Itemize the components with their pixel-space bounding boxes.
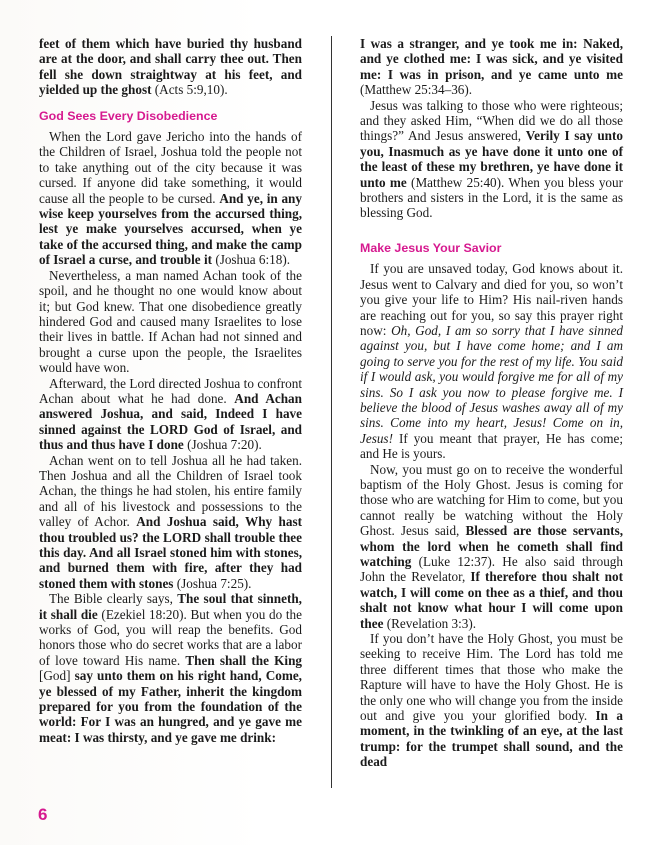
body-text: (Matthew 25:40). When you bless your brothers and sisters in the Lord, it is the same as blessing God. xyxy=(360,174,624,221)
scripture-quote: say unto them on his right hand, Come, ye blessed of my Father, inherit the kingdom prepared for you from the foundation of the world: For I was an hungred, and ye gave me meat: I was thirsty, and ye gave me drink: xyxy=(39,668,302,745)
body-text: Now, you must go on to receive the wonderful baptism of the Holy Ghost. Jesus is coming for those who are watching for Him to come, but you cannot really be watching without the Holy Ghost. Jesus said, xyxy=(360,461,623,539)
paragraph xyxy=(360,98,623,221)
scripture-quote: Then shall the King xyxy=(185,652,302,668)
scripture-quote: In a moment, in the twinkling of an eye, at the last trump: for the trumpet shall sound, and the dead xyxy=(360,708,624,770)
body-text: The Bible clearly says, xyxy=(49,591,178,607)
paragraph xyxy=(360,36,623,98)
column-divider xyxy=(331,36,332,788)
paragraph xyxy=(39,591,302,745)
paragraph xyxy=(360,462,623,631)
paragraph xyxy=(360,631,623,770)
paragraph xyxy=(39,129,302,268)
body-text: When the Lord gave Jericho into the hands of the Children of Israel, Joshua told the people not to take anything out of the city because it was cursed. If anyone did take something, it would cause all the people to be cursed. xyxy=(39,129,302,206)
paragraph xyxy=(360,261,623,461)
body-text: If you are unsaved today, God knows about it. Jesus went to Calvary and died for you, so won’t you give your life to Him? His nail-riven hands are reaching out for you, so say this prayer right now: xyxy=(360,261,623,338)
scripture-quote: The soul that sinneth, it shall die xyxy=(39,591,302,622)
paragraph xyxy=(39,268,302,376)
body-text: (Joshua 7:20). xyxy=(183,437,262,453)
scripture-quote: And Achan answered Joshua, and said, Indeed I have sinned against the LORD God of Israel, and thus and thus have I done xyxy=(39,390,302,453)
body-text: [God] xyxy=(39,668,75,684)
prayer-text: Oh, God, I am so sorry that I have sinned against you, but I have come home; and I am going to serve you for the rest of my life. You said if I would ask, you would forgive me for all of my sins. So I ask you now to please forgive me. I believe the blood of Jesus washes away all of my sins. Come into my heart, Jesus! Come on in, Jesus! xyxy=(360,322,624,446)
body-text: If you don’t have the Holy Ghost, you must be seeking to receive Him. The Lord has told me three different times that those who make the Rapture will have to have the Holy Ghost. He is the only one who will change you from the inside out and give you your glorified body. xyxy=(360,631,623,724)
body-text: Achan went on to tell Joshua all he had taken. Then Joshua and all the Children of Israel took Achan, the things he had stolen, his entire family and all of his livestock and possessions to the valley of Achor. xyxy=(39,452,302,530)
paragraph xyxy=(39,36,302,98)
body-text: Jesus was talking to those who were righteous; and they asked Him, “When did we do all those things?” And Jesus answered, xyxy=(360,97,623,144)
body-text: Afterward, the Lord directed Joshua to confront Achan about what he had done. xyxy=(39,375,302,406)
scripture-quote: If therefore thou shalt not watch, I will come on thee as a thief, and thou shalt not know what hour I will come upon thee xyxy=(360,569,623,631)
right-column xyxy=(360,36,623,770)
scripture-quote: feet of them which have buried thy husband are at the door, and shall carry thee out. Then fell she down straightway at his feet, and yielded up the ghost xyxy=(39,36,302,98)
scripture-quote: And ye, in any wise keep yourselves from the accursed thing, lest ye make yourselves accursed, when ye take of the accursed thing, and make the camp of Israel a curse, and trouble it xyxy=(39,190,302,268)
scripture-quote: Blessed are those servants, whom the lord when he cometh shall find watching xyxy=(360,523,623,569)
scripture-quote: And Joshua said, Why hast thou troubled us? the LORD shall trouble thee this day. And all Israel stoned him with stones, and burned them with fire, after they had stoned them with stones xyxy=(39,514,302,591)
section-heading: Make Jesus Your Savior xyxy=(360,240,502,255)
section-heading: God Sees Every Disobedience xyxy=(39,108,218,123)
body-text: (Luke 12:37). He also said through John the Revelator, xyxy=(360,554,623,585)
paragraph xyxy=(39,376,302,453)
scripture-quote: Verily I say unto you, Inasmuch as ye have done it unto one of the least of these my brethren, ye have done it unto me xyxy=(360,128,624,190)
body-text: (Joshua 6:18). xyxy=(212,252,291,268)
body-text: (Matthew 25:34–36). xyxy=(360,82,473,98)
paragraph xyxy=(39,453,302,592)
body-text: If you meant that prayer, He has come; and He is yours. xyxy=(360,430,623,462)
body-text: Nevertheless, a man named Achan took of the spoil, and he thought no one would know about it; but God knew. That one disobedience greatly hindered God and caused many Israelites to lose their lives in battle. If Achan had not sinned and brought a curse upon the people, the Israelites would have won. xyxy=(39,267,302,376)
body-text: (Acts 5:9,10). xyxy=(151,82,228,98)
body-text: (Revelation 3:3). xyxy=(383,615,477,631)
page-number: 6 xyxy=(38,805,48,824)
left-column xyxy=(39,36,302,745)
body-text: (Joshua 7:25). xyxy=(173,575,252,591)
body-text: (Ezekiel 18:20). But when you do the works of God, you will reap the benefits. God honors those who do secret works that are a labor of love toward His name. xyxy=(39,606,303,668)
scripture-quote: I was a stranger, and ye took me in: Naked, and ye clothed me: I was sick, and ye visited me: I was in prison, and ye came unto me xyxy=(360,36,623,82)
